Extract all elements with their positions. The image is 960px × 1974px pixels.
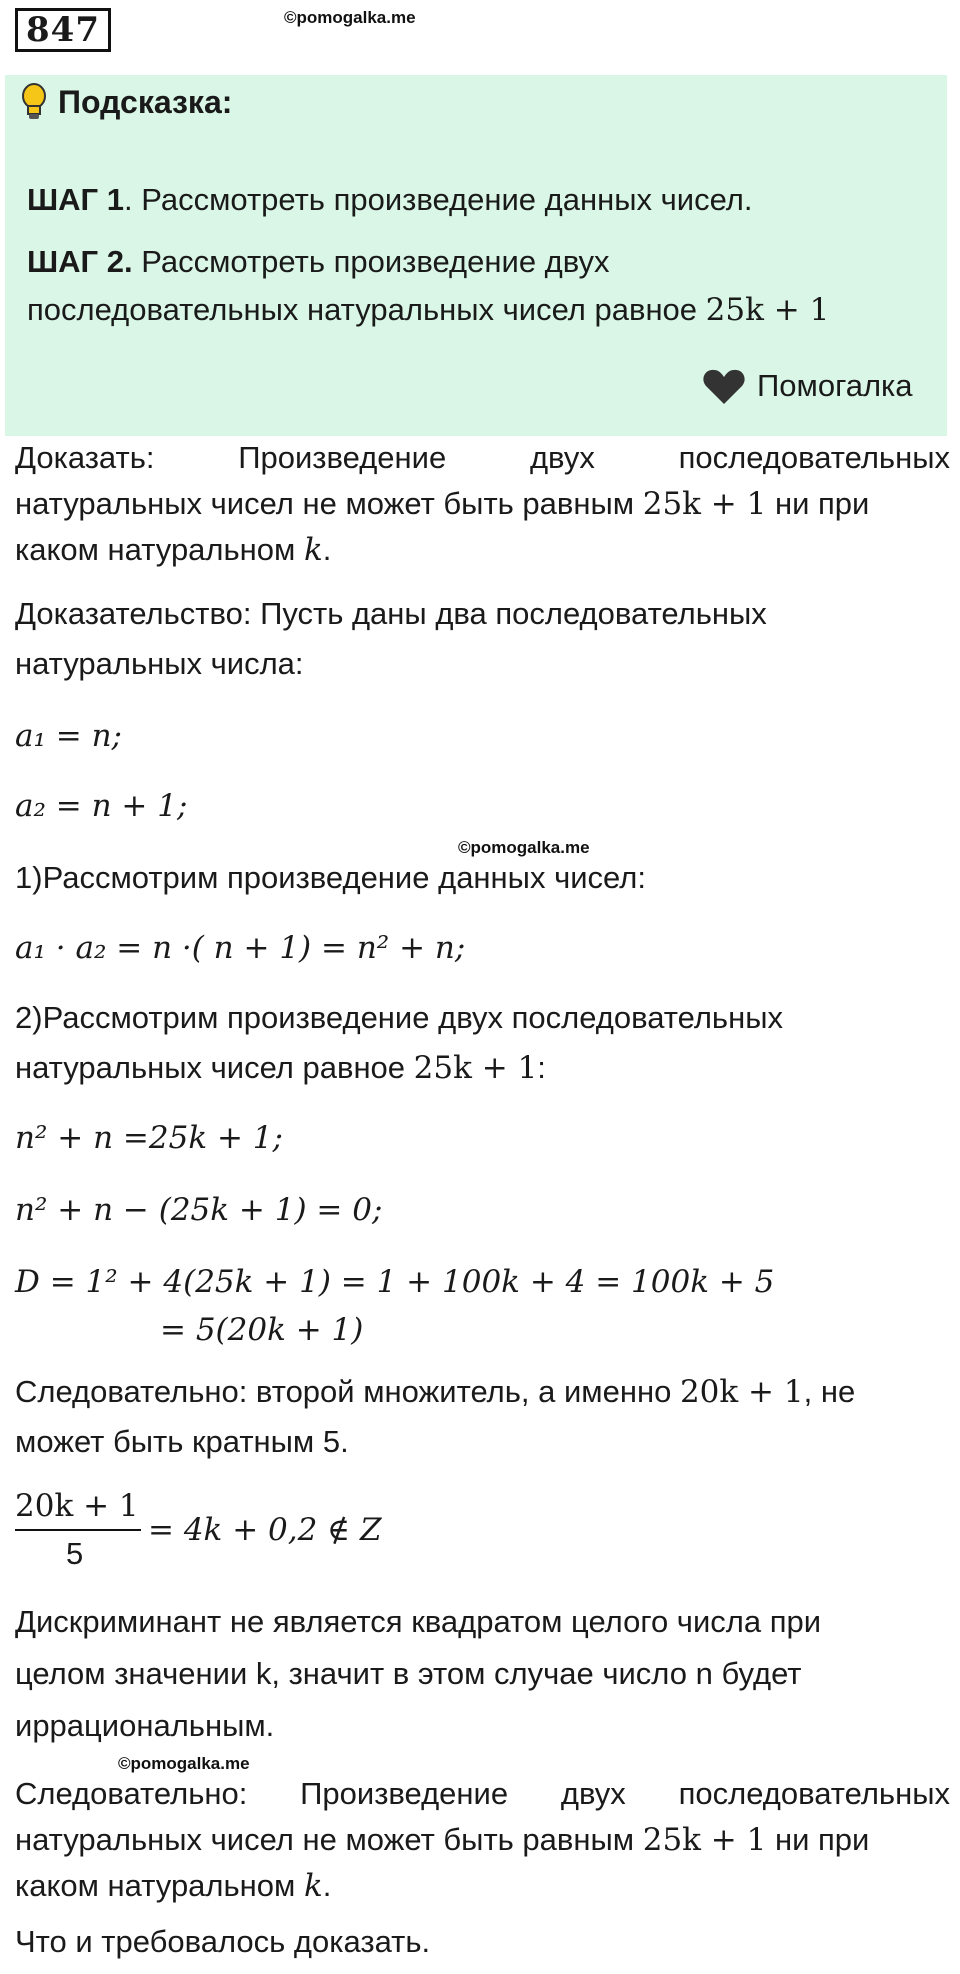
equation-a1: a₁ = n; [15,718,123,754]
consequence-text: , не [803,1374,856,1409]
hint-title: Подсказка: [58,84,233,120]
step2-label: ШАГ 2. [27,244,133,279]
hint-step-2-line1 [27,244,610,280]
task-line-2 [15,486,869,522]
task-variable: k [303,532,323,568]
equation-1: n² + n =25k + 1; [15,1120,283,1156]
step1-text: . Рассмотреть произведение данных чисел. [123,182,753,217]
conclusion-text: ни при [766,1822,870,1857]
step2-expression: 25k + 1 [705,292,830,328]
consequence-expression: 20k + 1 [679,1374,804,1410]
equation-a2: a₂ = n + 1; [15,788,188,824]
discriminant-text-2: целом значении k, значит в этом случае число n будет [15,1656,802,1691]
conclusion-word: Произведение [300,1776,509,1811]
step2-text-line2: последовательных натуральных чисел равное [27,292,706,327]
step-text: натуральных чисел равное [15,1050,414,1085]
task-text: ни при [766,486,870,521]
brand-label: Помогалка [757,368,913,403]
task-line-3 [15,532,331,568]
hint-step-1 [27,182,753,218]
task-line-1 [15,440,950,476]
proof-step-2-line2 [15,1050,546,1086]
conclusion-variable: k [303,1868,323,1904]
consequence-line-1 [15,1374,855,1410]
fraction-bar [15,1529,141,1531]
step-text: : [537,1050,546,1085]
hint-step-2-line2 [27,292,829,328]
task-expression: 25k + 1 [642,486,767,522]
discriminant-line-1: D = 1² + 4(25k + 1) = 1 + 100k + 4 = 100k + 5 [15,1264,775,1300]
conclusion-line-1 [15,1776,950,1812]
watermark: ©pomogalka.me [458,838,590,857]
watermark: ©pomogalka.me [118,1754,250,1773]
conclusion-word: последовательных [678,1776,950,1811]
task-text: натуральных чисел не может быть равным [15,486,643,521]
fraction-denominator: 5 [66,1536,84,1571]
discriminant-line-2: = 5(20k + 1) [160,1312,364,1348]
step2-text: Рассмотреть произведение двух [132,244,610,279]
fraction-result: = 4k + 0,2 ∉ Z [148,1512,382,1548]
conclusion-word: Следовательно: [15,1776,248,1811]
conclusion-text: натуральных чисел не может быть равным [15,1822,643,1857]
task-word: Произведение [238,440,447,475]
conclusion-text: каком натуральном [15,1868,304,1903]
task-text: каком натуральном [15,532,304,567]
consequence-line-2: может быть кратным 5. [15,1424,349,1459]
task-text: . [322,532,332,567]
fraction-numerator: 20k + 1 [15,1488,139,1524]
consequence-text: Следовательно: второй множитель, а именно [15,1374,680,1409]
final-statement: Что и требовалось доказать. [15,1924,431,1959]
lightbulb-icon [20,82,48,122]
conclusion-line-2 [15,1822,869,1858]
proof-intro-1: Доказательство: Пусть даны два последовательных [15,596,767,631]
task-word: двух [529,440,595,475]
conclusion-expression: 25k + 1 [642,1822,767,1858]
proof-step-2-line1: 2)Рассмотрим произведение двух последовательных [15,1000,783,1035]
proof-intro-2: натуральных числа: [15,646,304,681]
problem-number: 847 [15,8,111,52]
proof-step-1: 1)Рассмотрим произведение данных чисел: [15,860,646,895]
conclusion-line-3 [15,1868,331,1904]
conclusion-word: двух [560,1776,626,1811]
equation-product: a₁ · a₂ = n ·( n + 1) = n² + n; [15,930,466,966]
step-expression: 25k + 1 [413,1050,538,1086]
task-word: Доказать: [15,440,155,475]
watermark: ©pomogalka.me [284,8,416,27]
step1-label: ШАГ 1 [27,182,124,217]
equation-2: n² + n − (25k + 1) = 0; [15,1192,383,1228]
discriminant-text-1: Дискриминант не является квадратом целого числа при [15,1604,822,1639]
task-word: последовательных [678,440,950,475]
conclusion-text: . [322,1868,332,1903]
discriminant-text-3: иррациональным. [15,1708,275,1743]
heart-icon [702,368,746,406]
